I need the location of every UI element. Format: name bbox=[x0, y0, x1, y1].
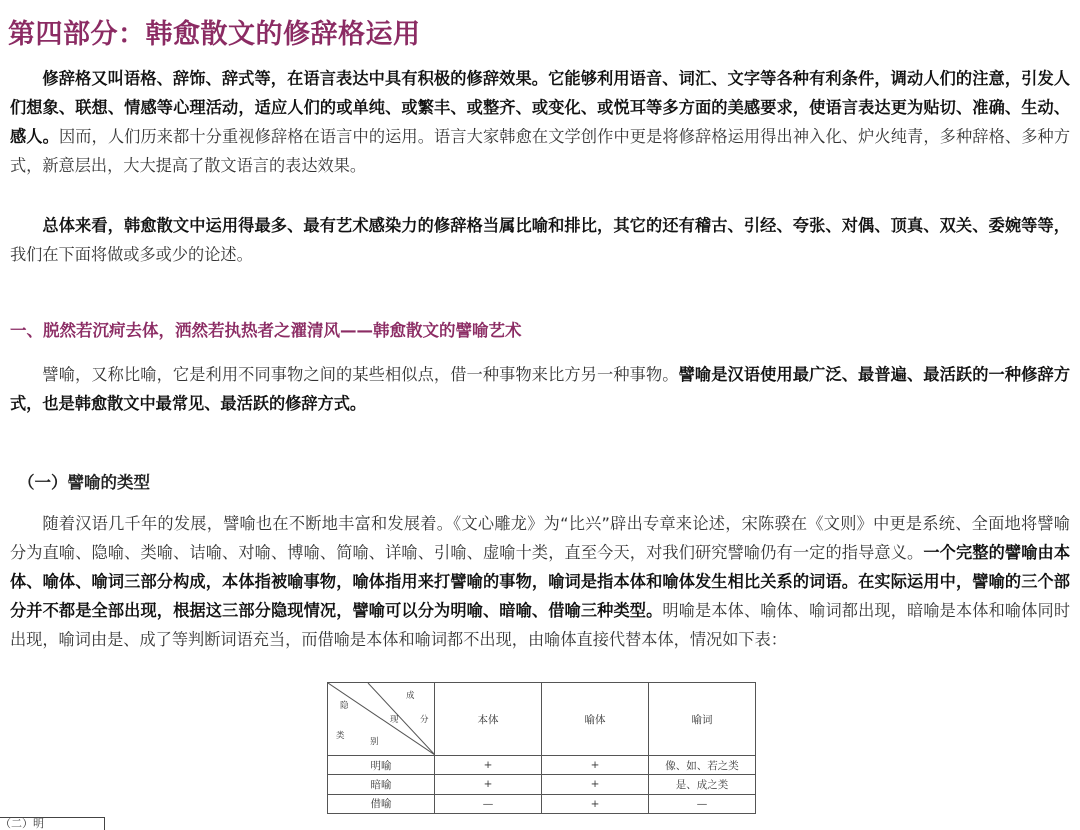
types-normal-text-1: 随着汉语几千年的发展，譬喻也在不断地丰富和发展着。《文心雕龙》为“比兴”辟出专章来论述，宋陈骙在《文则》中更是系统、全面地将譬喻分为直喻、隐喻、类喻、诘喻、对喻、博喻、简喻、详喻、引喻、虚喻十类，直至今天，对我们研究譬喻仍有一定的指导意义。 bbox=[10, 514, 1070, 562]
intro-paragraph bbox=[10, 64, 1070, 180]
row-type: 明喻 bbox=[328, 756, 435, 775]
metaphor-types-table bbox=[327, 682, 756, 814]
row-benti: + bbox=[435, 756, 542, 775]
row-yuti: + bbox=[542, 756, 649, 775]
table-row bbox=[328, 794, 756, 813]
summary-bold-text: 总体来看，韩愈散文中运用得最多、最有艺术感染力的修辞格当属比喻和排比，其它的还有稽古、引经、夸张、对偶、顶真、双关、委婉等等， bbox=[42, 216, 1070, 235]
intro-normal-text: 因而，人们历来都十分重视修辞格在语言中的运用。语言大家韩愈在文学创作中更是将修辞格运用得出神入化、炉火纯青，多种辞格、多种方式，新意层出，大大提高了散文语言的表达效果。 bbox=[10, 127, 1071, 175]
summary-normal-text: 我们在下面将做或多或少的论述。 bbox=[10, 245, 253, 264]
corner-label-xian: 现 bbox=[390, 715, 399, 725]
row-yuti: + bbox=[542, 775, 649, 794]
page-title: 第四部分：韩愈散文的修辞格运用 bbox=[8, 19, 421, 50]
types-bold-text: 一个完整的譬喻由本体、喻体、喻词三部分构成，本体指被喻事物，喻体指用来打譬喻的事物，喻词是指本体和喻体发生相比关系的词语。在实际运用中，譬喻的三个部分并不都是全部出现，根据这三部分隐现情况，譬喻可以分为明喻、暗喻、借喻三种类型。 bbox=[10, 543, 1071, 620]
table-header-row bbox=[328, 683, 756, 756]
row-benti: + bbox=[435, 775, 542, 794]
table-row bbox=[328, 775, 756, 794]
table-row bbox=[328, 756, 756, 775]
subsection-title: （一）譬喻的类型 bbox=[18, 473, 150, 492]
row-yuci: 是、成之类 bbox=[649, 775, 756, 794]
diagonal-lines bbox=[328, 683, 435, 755]
metaphor-bold-text: 譬喻是汉语使用最广泛、最普遍、最活跃的一种修辞方式，也是韩愈散文中最常见、最活跃的修辞方式。 bbox=[10, 365, 1071, 413]
diagonal-header-cell bbox=[328, 683, 435, 756]
metaphor-types-table-figure bbox=[327, 682, 755, 814]
row-benti: — bbox=[435, 794, 542, 813]
header-yuci: 喻词 bbox=[649, 683, 756, 756]
header-benti: 本体 bbox=[435, 683, 542, 756]
metaphor-paragraph bbox=[10, 360, 1070, 418]
types-paragraph bbox=[10, 509, 1070, 654]
corner-label-fen: 分 bbox=[420, 715, 429, 725]
summary-paragraph bbox=[10, 211, 1070, 269]
metaphor-normal-text: 譬喻，又称比喻，它是利用不同事物之间的某些相似点，借一种事物来比方另一种事物。 bbox=[42, 365, 679, 384]
row-type: 暗喻 bbox=[328, 775, 435, 794]
row-yuci: — bbox=[649, 794, 756, 813]
corner-label-lei: 类 bbox=[336, 731, 345, 741]
types-normal-text-2: 明喻是本体、喻体、喻词都出现，暗喻是本体和喻体同时出现，喻词由是、成了等判断词语充当，而借喻是本体和喻词都不出现，由喻体直接代替本体，情况如下表： bbox=[10, 601, 1071, 649]
diagonal-line-1 bbox=[328, 683, 435, 755]
row-yuti: + bbox=[542, 794, 649, 813]
intro-bold-text: 修辞格又叫语格、辞饰、辞式等，在语言表达中具有积极的修辞效果。它能够利用语音、词汇、文字等各种有利条件，调动人们的注意，引发人们想象、联想、情感等心理活动，适应人们的或单纯、或繁丰、或整齐、或变化、或悦耳等多方面的美感要求，使语言表达更为贴切、准确、生动、感人。 bbox=[10, 69, 1070, 146]
row-type: 借喻 bbox=[328, 794, 435, 813]
cut-off-heading: （二）明 bbox=[0, 817, 105, 830]
corner-label-bie: 别 bbox=[370, 737, 379, 747]
corner-label-yin: 隐 bbox=[340, 701, 349, 711]
section-title: 一、脱然若沉疴去体，洒然若执热者之濯清风——韩愈散文的譬喻艺术 bbox=[10, 321, 522, 340]
row-yuci: 像、如、若之类 bbox=[649, 756, 756, 775]
corner-label-cheng: 成 bbox=[406, 691, 415, 701]
header-yuti: 喻体 bbox=[542, 683, 649, 756]
